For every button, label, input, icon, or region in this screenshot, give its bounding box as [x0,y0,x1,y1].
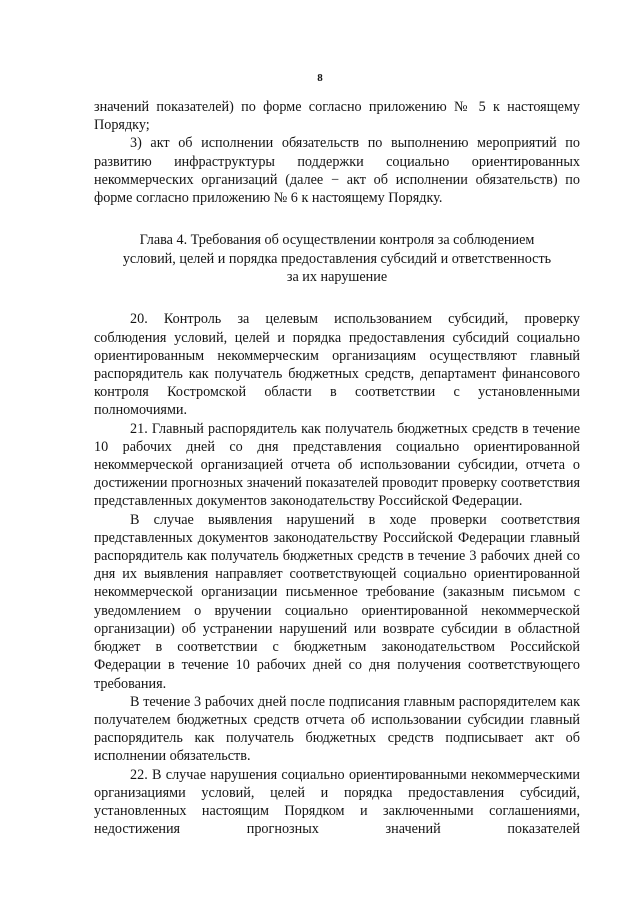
page-number: 8 [317,72,323,84]
chapter-heading-line: за их нарушение [286,269,388,286]
paragraph-act-signing: В течение 3 рабочих дней после подписания главным распорядителем как получателем бюджетных средств отчета об использовании субсидии главный распорядитель как получатель бюджетных средств подписывает акт об исполнении обязательств. [94,693,580,765]
paragraph-21: 21. Главный распорядитель как получатель бюджетных средств в течение 10 рабочих дней со дня представления социально ориентированной некоммерческой организацией отчета об использовании субсидии, отчета о достижении прогнозных значений показателей проводит проверку соответствия представленных документов законодательству Российской Федерации. [94,420,580,510]
paragraph-continuation: значений показателей) по форме согласно приложению № 5 к настоящему Порядку; [94,99,580,134]
chapter-heading-line: условий, целей и порядка предоставления субсидий и ответственность [122,250,552,267]
chapter-heading [94,231,580,286]
document-body [94,98,580,838]
paragraph-violations: В случае выявления нарушений в ходе проверки соответствия представленных документов законодательству Российской Федерации главный распорядитель как получатель бюджетных средств в течение 3 рабочих дней со дня их выявления направляет соответствующей социально ориентированной некоммерческой организации письменное требование (заказным письмом с уведомлением о вручении социально ориентированной некоммерческой организации) об устранении нарушений или возврате субсидии в областной бюджет в соответствии с бюджетным законодательством Российской Федерации в течение 10 рабочих дней со дня получения соответствующего требования. [94,511,580,692]
paragraph-item-3: 3) акт об исполнении обязательств по выполнению мероприятий по развитию инфраструктуры поддержки социально ориентированных некоммерческих организаций (далее − акт об исполнении обязательств) по форме согласно приложению № 6 к настоящему Порядку. [94,135,580,207]
paragraph-22: 22. В случае нарушения социально ориентированными некоммерческими организациями условий, целей и порядка предоставления субсидий, установленных настоящим Порядком и заключенными соглашениями, недостижения прогнозных значений показателей [94,766,580,838]
chapter-heading-line: Глава 4. Требования об осуществлении контроля за соблюдением [139,232,535,249]
paragraph-20: 20. Контроль за целевым использованием субсидий, проверку соблюдения условий, целей и порядка предоставления субсидий социально ориентированным некоммерческим организациям осуществляют главный распорядитель как получатель бюджетных средств, департамент финансового контроля Костромской области в соответствии с установленными полномочиями. [94,311,580,419]
